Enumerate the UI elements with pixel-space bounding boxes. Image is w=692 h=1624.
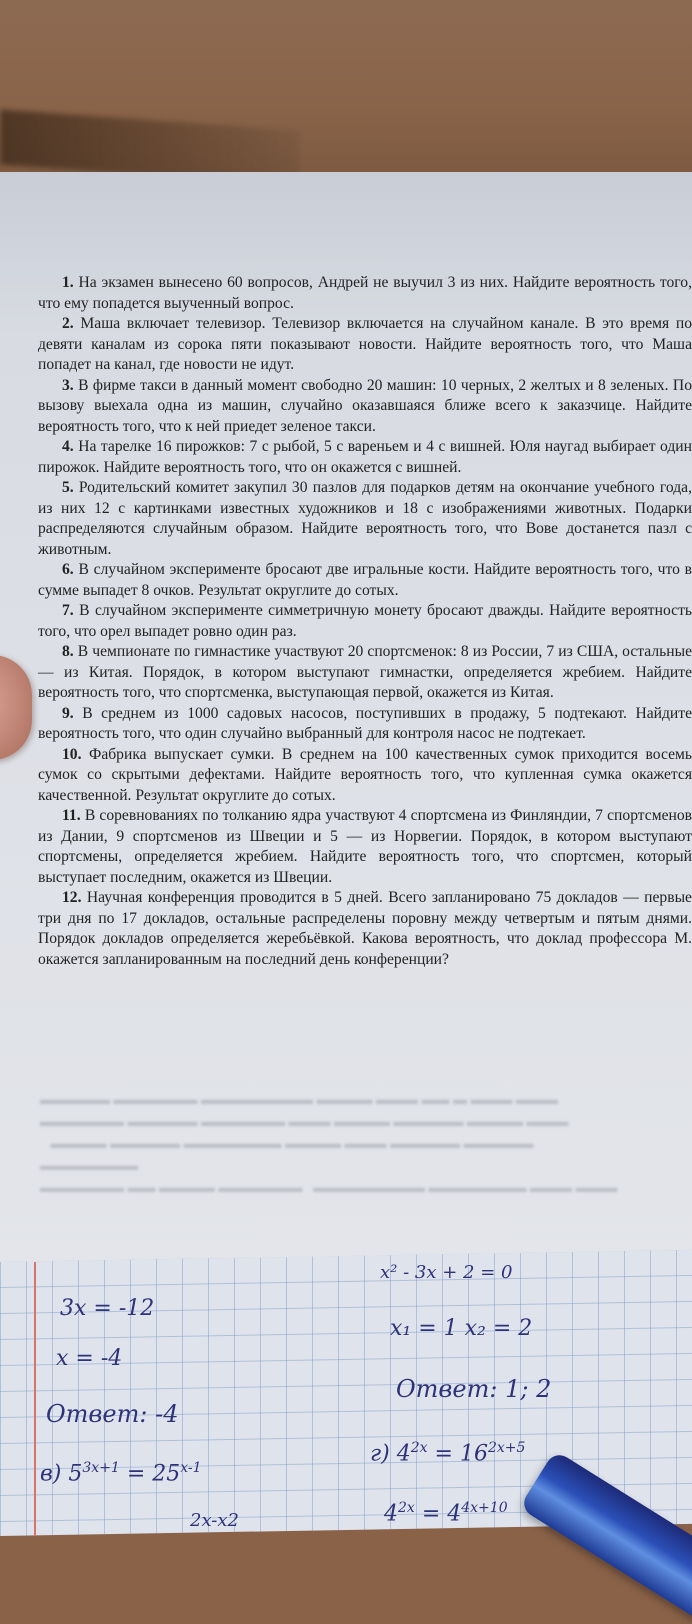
handwriting-equation: в) $5^{3x+1} = 25^{x-1}$ [40, 1460, 202, 1487]
handwriting-line: 2x-x2 [190, 1510, 239, 1531]
task-3: 3. В фирме такси в данный момент свободно 20 машин: 10 черных, 2 желтых и 8 зеленых. По вызову выехала одна из машин, случайно оказавшаяся ближе всего к заказчице. Найдите вероятность того, что к ней приедет зеленое такси. [38, 376, 692, 435]
handwriting-answer: Ответ: 1; 2 [396, 1375, 552, 1403]
margin-line [34, 1262, 36, 1536]
task-12: 12. Научная конференция проводится в 5 дней. Всего запланировано 75 докладов — первые три дня по 17 докладов, остальные распределены поровну между четвертым и пятым днями. Порядок докладов определяется жеребьёвкой. Какова вероятность, что доклад профессора М. окажется запланированным на последний день конференции? [38, 889, 692, 968]
task-1: 1. На экзамен вынесено 60 вопросов, Андрей не выучил 3 из них. Найдите вероятность того, что ему попадется выученный вопрос. [38, 274, 692, 312]
task-4: 4. На тарелке 16 пирожков: 7 с рыбой, 5 с вареньем и 4 с вишней. Юля наугад выбирает один пирожок. Найдите вероятность того, что он окажется с вишней. [38, 438, 692, 476]
show-through-text: ▬▬▬▬▬ ▬▬▬▬▬▬ ▬▬▬▬▬▬▬▬ ▬▬▬▬ ▬▬▬ ▬▬ ▬ ▬▬▬ ▬▬▬ ▬▬▬▬▬▬ ▬▬▬▬▬ ▬▬▬▬▬▬ ▬▬▬ ▬▬▬▬ ▬▬▬▬▬ ▬▬▬▬ ▬▬▬ ▬▬▬▬ ▬▬▬▬▬ ▬▬▬▬▬▬▬ ▬▬▬▬ ▬▬▬ ▬▬▬▬▬ ▬▬▬▬▬ ▬▬▬▬▬▬▬ ▬▬▬▬▬▬ ▬▬ ▬▬▬▬ ▬▬▬▬▬▬ ▬▬▬▬▬▬▬▬ ▬▬▬▬▬▬▬ ▬▬▬ ▬▬▬ [40, 1093, 618, 1196]
task-2: 2. Маша включает телевизор. Телевизор включается на случайном канале. В это время по девяти каналам из сорока пяти показывают новости. Найдите вероятность того, что Маша попадет на канал, где новости не идут. [38, 315, 692, 373]
handwriting-answer: Ответ: -4 [46, 1400, 179, 1428]
task-6: 6. В случайном эксперименте бросают две игральные кости. Найдите вероятность того, что в сумме выпадет 8 очков. Результат округлите до сотых. [38, 561, 692, 599]
handwriting-roots: x₁ = 1 x₂ = 2 [390, 1316, 533, 1341]
handwriting-equation: г) $4^{2x} = 16^{2x+5}$ [370, 1440, 526, 1467]
task-8: 8. В чемпионате по гимнастике участвуют 20 спортсменок: 8 из России, 7 из США, остальные — из Китая. Порядок, в котором выступают гимнастки, определяется жребием. Найдите вероятность того, что спортсменка, выступающая первой, окажется из Китая. [38, 643, 692, 701]
task-10: 10. Фабрика выпускает сумки. В среднем на 100 качественных сумок приходится восемь сумок со скрытыми дефектами. Найдите вероятность того, что купленная сумка окажется качественной. Результат округлите до сотых. [38, 745, 692, 804]
handwriting-line: 3x = -12 [60, 1296, 155, 1321]
handwriting-line: x² - 3x + 2 = 0 [380, 1262, 513, 1283]
handwriting-equation: $4^{2x} = 4^{4x+10}$ [384, 1500, 508, 1527]
task-list [38, 273, 692, 970]
task-5: 5. Родительский комитет закупил 30 пазлов для подарков детям на окончание учебного года, из них 12 с картинками известных художников и 18 с изображениями животных. Подарки распределяются случайным образом. Найдите вероятность того, что Вове достанется пазл с животным. [38, 479, 692, 558]
handwriting-line: x = -4 [56, 1346, 123, 1371]
task-7: 7. В случайном эксперименте симметричную монету бросают дважды. Найдите вероятность того, что орел выпадет ровно один раз. [38, 602, 692, 640]
task-9: 9. В среднем из 1000 садовых насосов, поступивших в продажу, 5 подтекают. Найдите вероятность того, что один случайно выбранный для контроля насос не подтекает. [38, 704, 692, 742]
task-11: 11. В соревнованиях по толканию ядра участвуют 4 спортсмена из Финляндии, 7 спортсменов из Дании, 9 спортсменов из Швеции и 5 — из Норвегии. Порядок, в котором выступают спортсмены, определяется жребием. Найдите вероятность того, что спортсмен, который выступает последним, окажется из Швеции. [38, 807, 692, 886]
